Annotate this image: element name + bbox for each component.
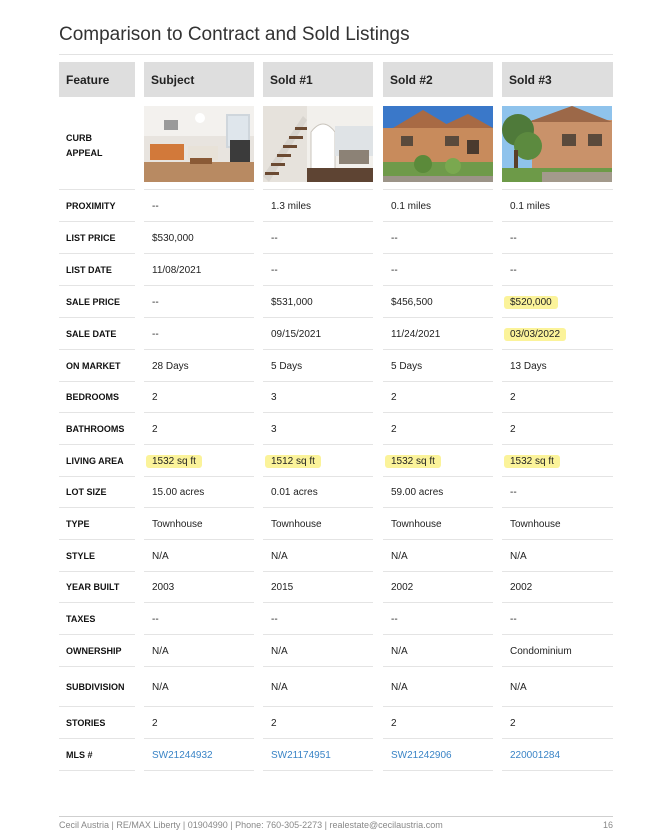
- cell-value: 3: [271, 392, 277, 403]
- cell-value: --: [271, 264, 278, 276]
- row-label: LIVING AREA: [66, 455, 124, 466]
- cell-value: 1532 sq ft: [385, 455, 441, 468]
- cell-value: N/A: [271, 550, 288, 562]
- cell-sale-price-sold-1: [263, 286, 373, 318]
- cell-style-sold-2: [383, 540, 493, 572]
- cell-lot-size-sold-2: [383, 477, 493, 508]
- row-divider: [144, 770, 254, 771]
- townhouse-exterior-photo: [383, 106, 493, 182]
- cell-value: --: [152, 613, 159, 625]
- cell-style-subject: [144, 540, 254, 572]
- row-label: SUBDIVISION: [66, 681, 125, 692]
- cell-value: $520,000: [504, 296, 558, 309]
- cell-value: 2: [271, 717, 277, 729]
- curb-appeal-row: [59, 102, 613, 190]
- cell-value: N/A: [391, 550, 408, 562]
- cell-sale-date-sold-3: [502, 318, 613, 350]
- header-feature: Feature: [59, 62, 135, 97]
- page-title: Comparison to Contract and Sold Listings: [59, 24, 410, 45]
- cell-stories-sold-2: [383, 707, 493, 739]
- cell-mls-number-sold-1: [263, 739, 373, 771]
- cell-value: Townhouse: [391, 518, 442, 530]
- cell-value: --: [152, 328, 159, 340]
- cell-value: 0.1 miles: [391, 200, 432, 212]
- table-row-living-area: [59, 445, 613, 477]
- cell-value: 2: [510, 423, 516, 435]
- cell-sale-price-sold-2: [383, 286, 493, 318]
- cell-ownership-subject: [144, 635, 254, 667]
- cell-living-area-sold-2: [383, 445, 493, 477]
- cell-value: N/A: [152, 645, 169, 657]
- cell-value: 2: [391, 392, 397, 403]
- table-row-list-date: [59, 254, 613, 286]
- cell-value: N/A: [152, 681, 169, 693]
- cell-value: --: [510, 232, 517, 244]
- cell-value: --: [391, 232, 398, 244]
- table-row-type: [59, 508, 613, 540]
- cell-value: 0.01 acres: [271, 487, 318, 498]
- table-row-sale-price: [59, 286, 613, 318]
- mls-link[interactable]: SW21244932: [152, 749, 213, 761]
- cell-value: --: [391, 264, 398, 276]
- cell-value: 5 Days: [271, 360, 303, 372]
- cell-type-sold-3: [502, 508, 613, 540]
- cell-taxes-subject: [144, 603, 254, 635]
- table-row-list-price: [59, 222, 613, 254]
- row-label: SALE DATE: [66, 328, 117, 339]
- table-row-style: [59, 540, 613, 572]
- cell-mls-number-sold-3: [502, 739, 613, 771]
- cell-bathrooms-sold-1: [263, 413, 373, 445]
- cell-value: --: [510, 487, 517, 498]
- cell-sale-price-sold-3: [502, 286, 613, 318]
- cell-value: $531,000: [271, 296, 313, 308]
- table-row-year-built: [59, 572, 613, 603]
- cell-value: 59.00 acres: [391, 487, 444, 498]
- cell-value: 2: [391, 423, 397, 435]
- cell-bathrooms-sold-2: [383, 413, 493, 445]
- cell-value: --: [510, 613, 517, 625]
- cell-value: 2: [152, 392, 158, 403]
- row-label: ON MARKET: [66, 360, 121, 371]
- cell-subdivision-subject: [144, 667, 254, 707]
- row-label: OWNERSHIP: [66, 645, 122, 656]
- cell-value: 1.3 miles: [271, 200, 312, 212]
- cell-value: --: [391, 613, 398, 625]
- cell-bedrooms-sold-3: [502, 382, 613, 413]
- cell-value: 03/03/2022: [504, 328, 566, 341]
- cell-value: N/A: [510, 681, 527, 693]
- cell-stories-sold-1: [263, 707, 373, 739]
- cell-value: --: [152, 296, 159, 308]
- cell-value: --: [271, 232, 278, 244]
- cell-sale-date-subject: [144, 318, 254, 350]
- cell-value: 2: [510, 717, 516, 729]
- mls-link[interactable]: SW21174951: [271, 749, 331, 761]
- cell-list-date-sold-2: [383, 254, 493, 286]
- table-row-lot-size: [59, 477, 613, 508]
- row-label: BATHROOMS: [66, 423, 125, 434]
- cell-value: Townhouse: [152, 518, 203, 530]
- mls-link[interactable]: SW21242906: [391, 749, 452, 761]
- cell-subdivision-sold-1: [263, 667, 373, 707]
- cell-value: N/A: [391, 645, 408, 657]
- title-divider: [59, 54, 613, 55]
- cell-on-market-sold-1: [263, 350, 373, 382]
- cell-value: 2: [152, 717, 158, 729]
- cell-value: 0.1 miles: [510, 200, 551, 212]
- row-label: LOT SIZE: [66, 487, 107, 497]
- cell-value: 28 Days: [152, 360, 189, 372]
- table-row-ownership: [59, 635, 613, 667]
- row-label: TYPE: [66, 518, 90, 529]
- cell-year-built-sold-2: [383, 572, 493, 603]
- row-label: CURB APPEAL: [66, 133, 103, 158]
- page-number: 16: [603, 820, 614, 830]
- cell-list-price-subject: [144, 222, 254, 254]
- row-label: PROXIMITY: [66, 200, 116, 211]
- row-label: SALE PRICE: [66, 296, 121, 307]
- cell-list-price-sold-3: [502, 222, 613, 254]
- cell-subdivision-sold-3: [502, 667, 613, 707]
- table-row-stories: [59, 707, 613, 739]
- cell-value: 2002: [510, 582, 533, 593]
- cell-value: 1532 sq ft: [504, 455, 560, 468]
- cell-style-sold-3: [502, 540, 613, 572]
- row-label: LIST PRICE: [66, 232, 116, 243]
- row-divider: [59, 770, 135, 771]
- cell-on-market-sold-3: [502, 350, 613, 382]
- cell-bedrooms-subject: [144, 382, 254, 413]
- header-sold-2: Sold #2: [383, 62, 493, 97]
- cell-value: $530,000: [152, 232, 194, 244]
- row-label: LIST DATE: [66, 264, 112, 275]
- footer-divider: [59, 816, 613, 817]
- cell-subdivision-sold-2: [383, 667, 493, 707]
- cell-value: Condominium: [510, 645, 572, 657]
- cell-proximity-subject: [144, 190, 254, 222]
- cell-value: 11/24/2021: [391, 328, 441, 340]
- cell-ownership-sold-1: [263, 635, 373, 667]
- cell-value: --: [271, 613, 278, 625]
- cell-list-price-sold-2: [383, 222, 493, 254]
- cell-bedrooms-sold-1: [263, 382, 373, 413]
- townhouse-exterior-trees-photo: [502, 106, 612, 182]
- cell-type-sold-2: [383, 508, 493, 540]
- cell-year-built-subject: [144, 572, 254, 603]
- cell-bathrooms-subject: [144, 413, 254, 445]
- row-divider: [383, 770, 493, 771]
- cell-value: 11/08/2021: [152, 264, 202, 276]
- table-row-mls-number: [59, 739, 613, 771]
- cell-value: Townhouse: [510, 518, 561, 530]
- table-row-bathrooms: [59, 413, 613, 445]
- cell-value: 2015: [271, 582, 294, 593]
- row-label: STORIES: [66, 717, 106, 728]
- cell-proximity-sold-2: [383, 190, 493, 222]
- table-row-sale-date: [59, 318, 613, 350]
- row-label: MLS #: [66, 749, 93, 760]
- cell-list-date-sold-3: [502, 254, 613, 286]
- cell-value: N/A: [391, 681, 408, 693]
- cell-bedrooms-sold-2: [383, 382, 493, 413]
- row-divider: [502, 770, 613, 771]
- cell-living-area-subject: [144, 445, 254, 477]
- header-sold-3: Sold #3: [502, 62, 613, 97]
- cell-stories-sold-3: [502, 707, 613, 739]
- cell-value: 09/15/2021: [271, 328, 322, 340]
- table-row-subdivision: [59, 667, 613, 707]
- cell-ownership-sold-2: [383, 635, 493, 667]
- cell-bathrooms-sold-3: [502, 413, 613, 445]
- cell-value: 2: [152, 423, 158, 435]
- cell-value: 3: [271, 423, 277, 435]
- cell-value: 15.00 acres: [152, 487, 205, 498]
- header-sold-1: Sold #1: [263, 62, 373, 97]
- cell-list-date-subject: [144, 254, 254, 286]
- cell-proximity-sold-1: [263, 190, 373, 222]
- cell-ownership-sold-3: [502, 635, 613, 667]
- row-label: STYLE: [66, 550, 96, 561]
- cell-on-market-subject: [144, 350, 254, 382]
- cell-mls-number-sold-2: [383, 739, 493, 771]
- cell-value: $456,500: [391, 296, 433, 308]
- cell-style-sold-1: [263, 540, 373, 572]
- staircase-interior-photo: [263, 106, 373, 182]
- mls-link[interactable]: 220001284: [510, 749, 561, 761]
- cell-sale-price-subject: [144, 286, 254, 318]
- table-row-proximity: [59, 190, 613, 222]
- cell-value: 5 Days: [391, 360, 423, 372]
- cell-mls-number-subject: [144, 739, 254, 771]
- row-label: BEDROOMS: [66, 392, 120, 402]
- cell-value: 2: [391, 717, 397, 729]
- cell-list-price-sold-1: [263, 222, 373, 254]
- cell-taxes-sold-1: [263, 603, 373, 635]
- cell-lot-size-subject: [144, 477, 254, 508]
- cell-lot-size-sold-3: [502, 477, 613, 508]
- footer-contact: Cecil Austria | RE/MAX Liberty | 01904990 | Phone: 760-305-2273 | realestate@cecilaustria.com: [59, 820, 443, 830]
- cell-taxes-sold-2: [383, 603, 493, 635]
- cell-on-market-sold-2: [383, 350, 493, 382]
- row-label: TAXES: [66, 613, 96, 624]
- cell-value: N/A: [152, 550, 169, 562]
- cell-year-built-sold-3: [502, 572, 613, 603]
- cell-value: 2002: [391, 582, 414, 593]
- cell-list-date-sold-1: [263, 254, 373, 286]
- cell-value: 13 Days: [510, 360, 547, 372]
- cell-sale-date-sold-1: [263, 318, 373, 350]
- cell-value: N/A: [510, 550, 527, 562]
- cell-value: 2003: [152, 582, 175, 593]
- cell-taxes-sold-3: [502, 603, 613, 635]
- cell-type-sold-1: [263, 508, 373, 540]
- cell-value: 1512 sq ft: [265, 455, 321, 468]
- cell-year-built-sold-1: [263, 572, 373, 603]
- cell-living-area-sold-3: [502, 445, 613, 477]
- header-subject: Subject: [144, 62, 254, 97]
- cell-living-area-sold-1: [263, 445, 373, 477]
- cell-value: --: [152, 200, 159, 212]
- table-row-bedrooms: [59, 382, 613, 413]
- cell-value: N/A: [271, 681, 288, 693]
- table-row-on-market: [59, 350, 613, 382]
- table-row-taxes: [59, 603, 613, 635]
- cell-stories-subject: [144, 707, 254, 739]
- row-label: YEAR BUILT: [66, 582, 120, 592]
- cell-type-subject: [144, 508, 254, 540]
- cell-proximity-sold-3: [502, 190, 613, 222]
- cell-value: N/A: [271, 645, 288, 657]
- cell-value: Townhouse: [271, 518, 322, 530]
- living-room-photo: [144, 106, 254, 182]
- cell-value: 2: [510, 392, 516, 403]
- table-header-row: [59, 62, 613, 97]
- cell-value: --: [510, 264, 517, 276]
- row-divider: [263, 770, 373, 771]
- cell-value: 1532 sq ft: [146, 455, 202, 468]
- cell-sale-date-sold-2: [383, 318, 493, 350]
- cell-lot-size-sold-1: [263, 477, 373, 508]
